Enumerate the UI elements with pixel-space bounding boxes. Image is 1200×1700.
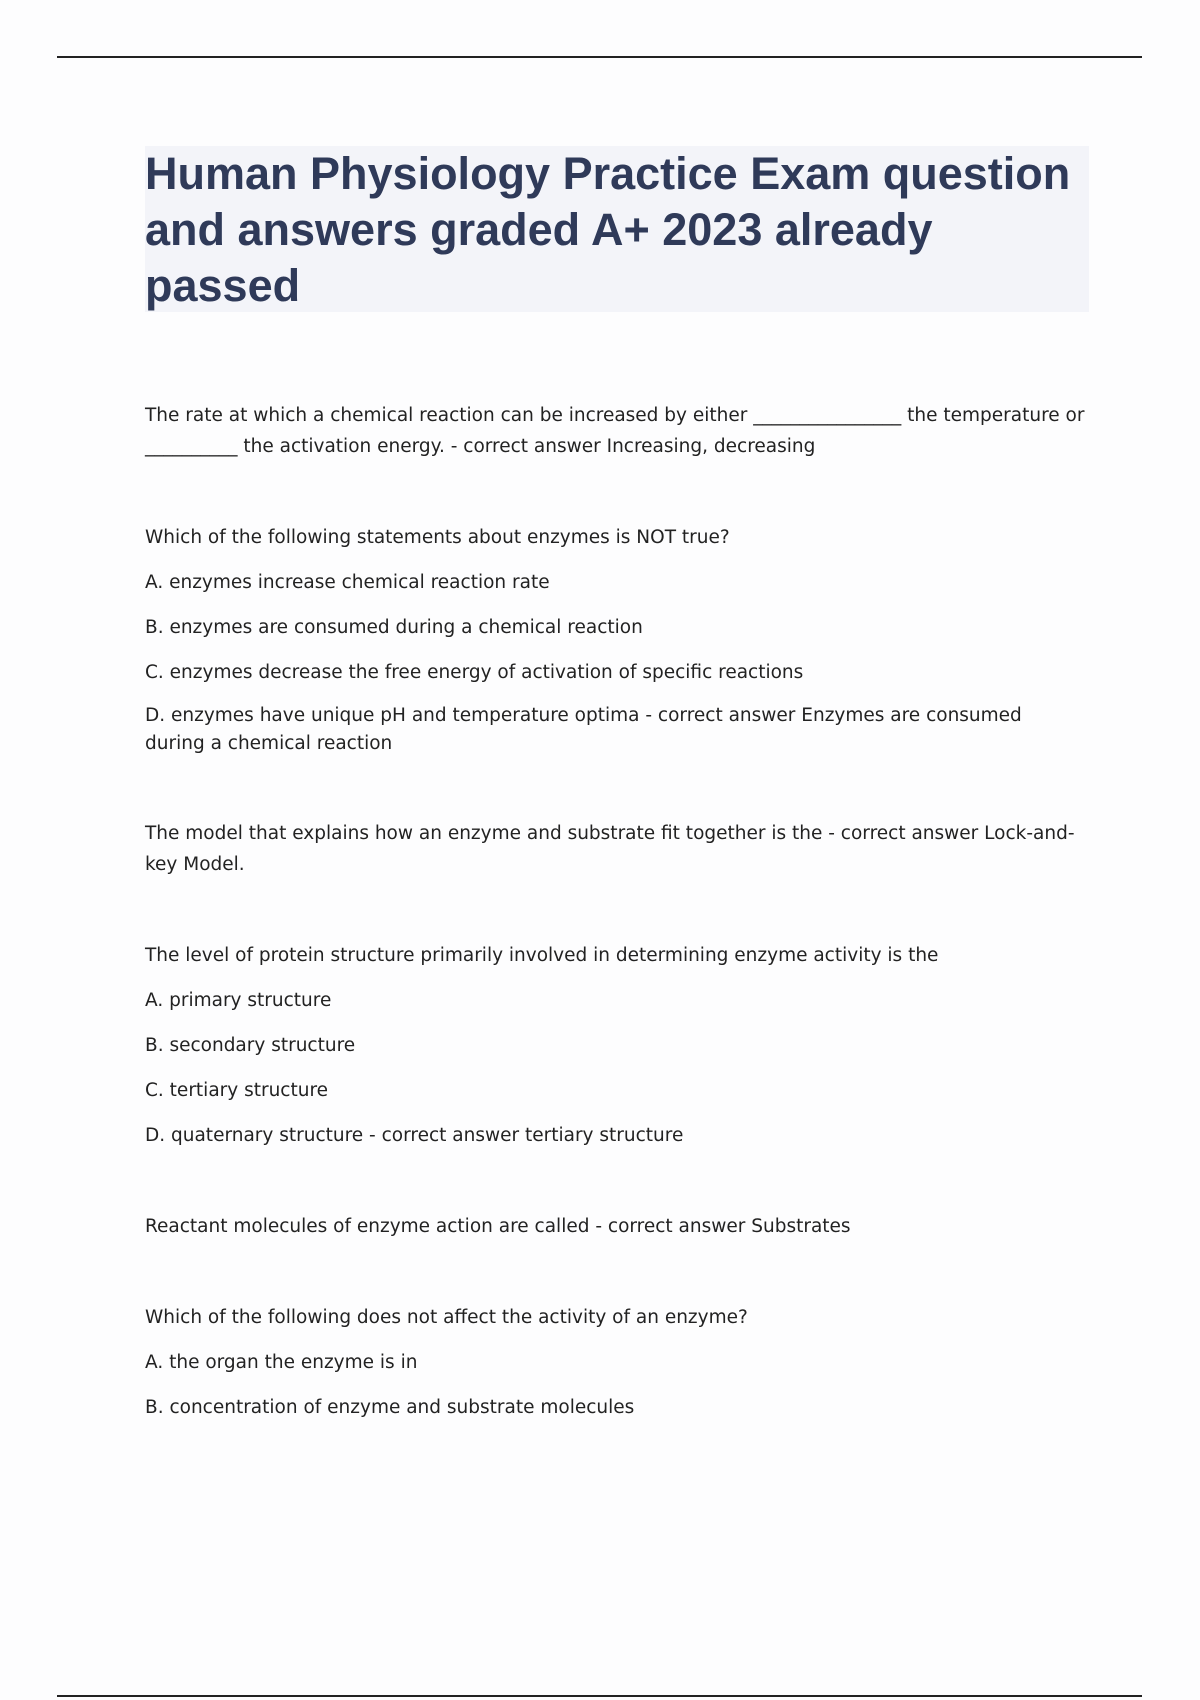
title-box [145,146,1089,312]
answer-option: C. enzymes decrease the free energy of activation of specific reactions [145,662,804,683]
answer-option: C. tertiary structure [145,1080,329,1101]
question-stem: Which of the following statements about enzymes is NOT true? [145,527,730,548]
answer-option: B. concentration of enzyme and substrate molecules [145,1397,635,1418]
answer-option: A. enzymes increase chemical reaction rate [145,572,550,593]
question-6 [145,1302,1085,1423]
question-text: The rate at which a chemical reaction can be increased by either ________________ the temperature or __________ the activation energy. - correct answer Increasing, decreasing [145,405,1085,457]
answer-option: B. enzymes are consumed during a chemical reaction [145,617,643,638]
answer-option: D. enzymes have unique pH and temperature optima - correct answer Enzymes are consumed during a chemical reaction [145,705,1022,754]
question-text: Reactant molecules of enzyme action are called - correct answer Substrates [145,1216,851,1237]
document-title: Human Physiology Practice Exam question and answers graded A+ 2023 already passed [145,148,1071,311]
question-2 [145,522,1085,758]
answer-option: D. quaternary structure - correct answer tertiary structure [145,1125,684,1146]
document-body [145,400,1085,1483]
question-stem: The level of protein structure primarily involved in determining enzyme activity is the [145,945,939,966]
question-1 [145,400,1085,462]
question-5 [145,1211,1085,1242]
question-4 [145,940,1085,1151]
question-3 [145,818,1085,880]
top-rule [57,56,1142,58]
question-text: The model that explains how an enzyme and substrate fit together is the - correct answer Lock-and-key Model. [145,823,1075,875]
answer-option: A. primary structure [145,990,332,1011]
bottom-rule [57,1695,1142,1697]
question-stem: Which of the following does not affect the activity of an enzyme? [145,1307,748,1328]
answer-option: A. the organ the enzyme is in [145,1352,418,1373]
answer-option: B. secondary structure [145,1035,356,1056]
